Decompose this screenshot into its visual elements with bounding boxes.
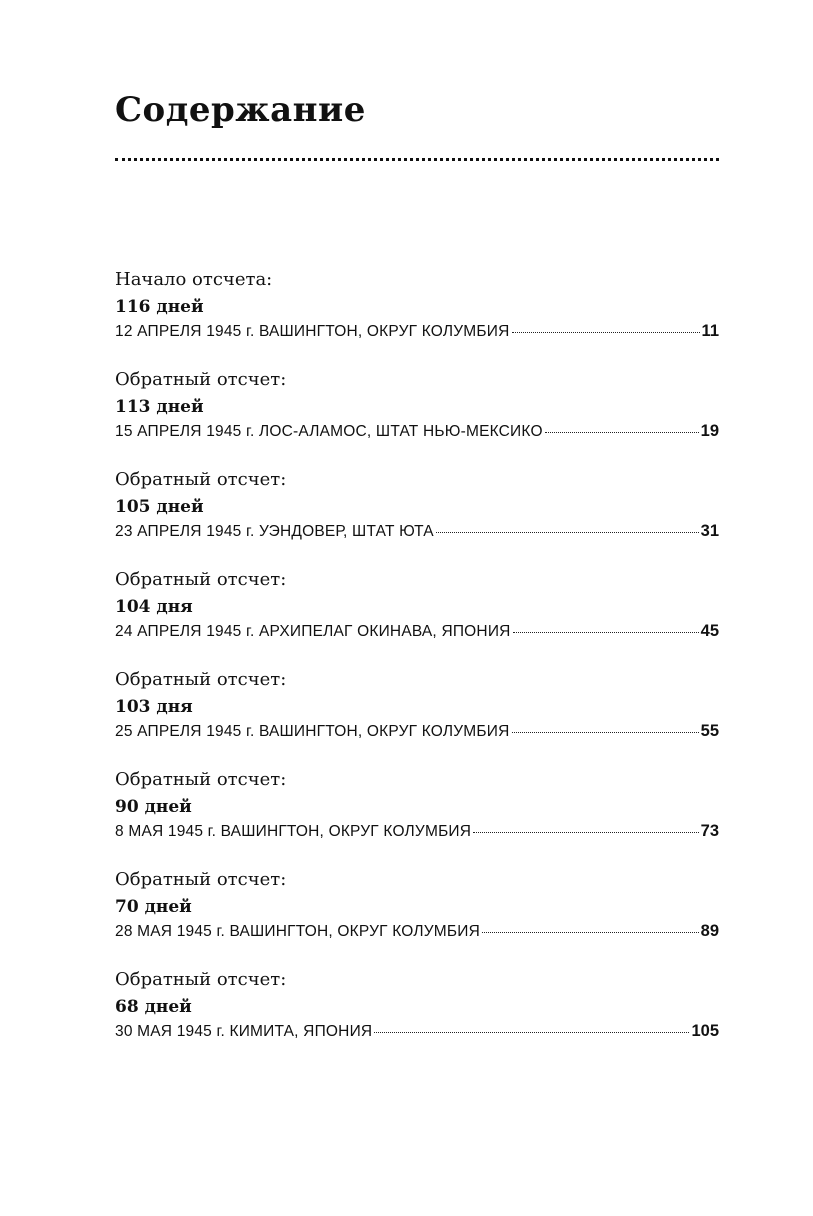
- entry-place: 24 АПРЕЛЯ 1945 г. АРХИПЕЛАГ ОКИНАВА, ЯПОНИЯ: [115, 623, 511, 640]
- entry-days: 103 дня: [115, 697, 193, 717]
- entry-page-number: 105: [691, 1022, 719, 1040]
- entry-label: Начало отсчета:: [115, 269, 273, 290]
- entry-line: [115, 620, 719, 642]
- entry-place: 28 МАЯ 1945 г. ВАШИНГТОН, ОКРУГ КОЛУМБИЯ: [115, 923, 480, 940]
- toc-entry[interactable]: [115, 666, 719, 766]
- entry-place: 12 АПРЕЛЯ 1945 г. ВАШИНГТОН, ОКРУГ КОЛУМБИЯ: [115, 323, 510, 340]
- page-title: Содержание: [115, 90, 366, 130]
- entry-page-number: 45: [700, 622, 719, 640]
- dot-leader: [482, 932, 699, 933]
- entry-line: [115, 1020, 719, 1042]
- entry-label: Обратный отсчет:: [115, 869, 287, 890]
- entry-page-number: 89: [700, 922, 719, 940]
- entry-days: 90 дней: [115, 797, 192, 817]
- entry-label: Обратный отсчет:: [115, 469, 287, 490]
- entry-place: 8 МАЯ 1945 г. ВАШИНГТОН, ОКРУГ КОЛУМБИЯ: [115, 823, 472, 840]
- entry-line: [115, 920, 719, 942]
- toc-page: [115, 0, 719, 1216]
- dot-leader: [513, 632, 699, 633]
- entry-page-number: 11: [701, 322, 719, 340]
- entry-place: 30 МАЯ 1945 г. КИМИТА, ЯПОНИЯ: [115, 1023, 373, 1040]
- dot-leader: [374, 1032, 689, 1033]
- entry-days: 70 дней: [115, 897, 192, 917]
- entry-line: [115, 820, 719, 842]
- title-divider: [115, 158, 719, 161]
- entry-page-number: 31: [700, 522, 719, 540]
- entry-place: 15 АПРЕЛЯ 1945 г. ЛОС-АЛАМОС, ШТАТ НЬЮ-МЕКСИКО: [115, 423, 543, 440]
- entry-page-number: 55: [700, 722, 719, 740]
- entry-line: [115, 320, 719, 342]
- entry-page-number: 19: [700, 422, 719, 440]
- entry-label: Обратный отсчет:: [115, 969, 287, 990]
- dot-leader: [512, 732, 699, 733]
- entry-line: [115, 420, 719, 442]
- entry-place: 25 АПРЕЛЯ 1945 г. ВАШИНГТОН, ОКРУГ КОЛУМБИЯ: [115, 723, 510, 740]
- dot-leader: [473, 832, 698, 833]
- toc-entry[interactable]: [115, 266, 719, 366]
- dot-leader: [512, 332, 700, 333]
- entry-page-number: 73: [700, 822, 719, 840]
- entry-days: 68 дней: [115, 997, 192, 1017]
- toc-entry[interactable]: [115, 966, 719, 1066]
- entry-label: Обратный отсчет:: [115, 769, 287, 790]
- table-of-contents: [115, 266, 719, 1066]
- entry-days: 105 дней: [115, 497, 204, 517]
- entry-label: Обратный отсчет:: [115, 569, 287, 590]
- entry-days: 113 дней: [115, 397, 204, 417]
- entry-label: Обратный отсчет:: [115, 669, 287, 690]
- entry-line: [115, 520, 719, 542]
- dot-leader: [545, 432, 699, 433]
- entry-label: Обратный отсчет:: [115, 369, 287, 390]
- entry-place: 23 АПРЕЛЯ 1945 г. УЭНДОВЕР, ШТАТ ЮТА: [115, 523, 434, 540]
- toc-entry[interactable]: [115, 566, 719, 666]
- toc-entry[interactable]: [115, 766, 719, 866]
- entry-days: 104 дня: [115, 597, 193, 617]
- toc-entry[interactable]: [115, 466, 719, 566]
- dot-leader: [436, 532, 699, 533]
- entry-days: 116 дней: [115, 297, 204, 317]
- toc-entry[interactable]: [115, 866, 719, 966]
- toc-entry[interactable]: [115, 366, 719, 466]
- entry-line: [115, 720, 719, 742]
